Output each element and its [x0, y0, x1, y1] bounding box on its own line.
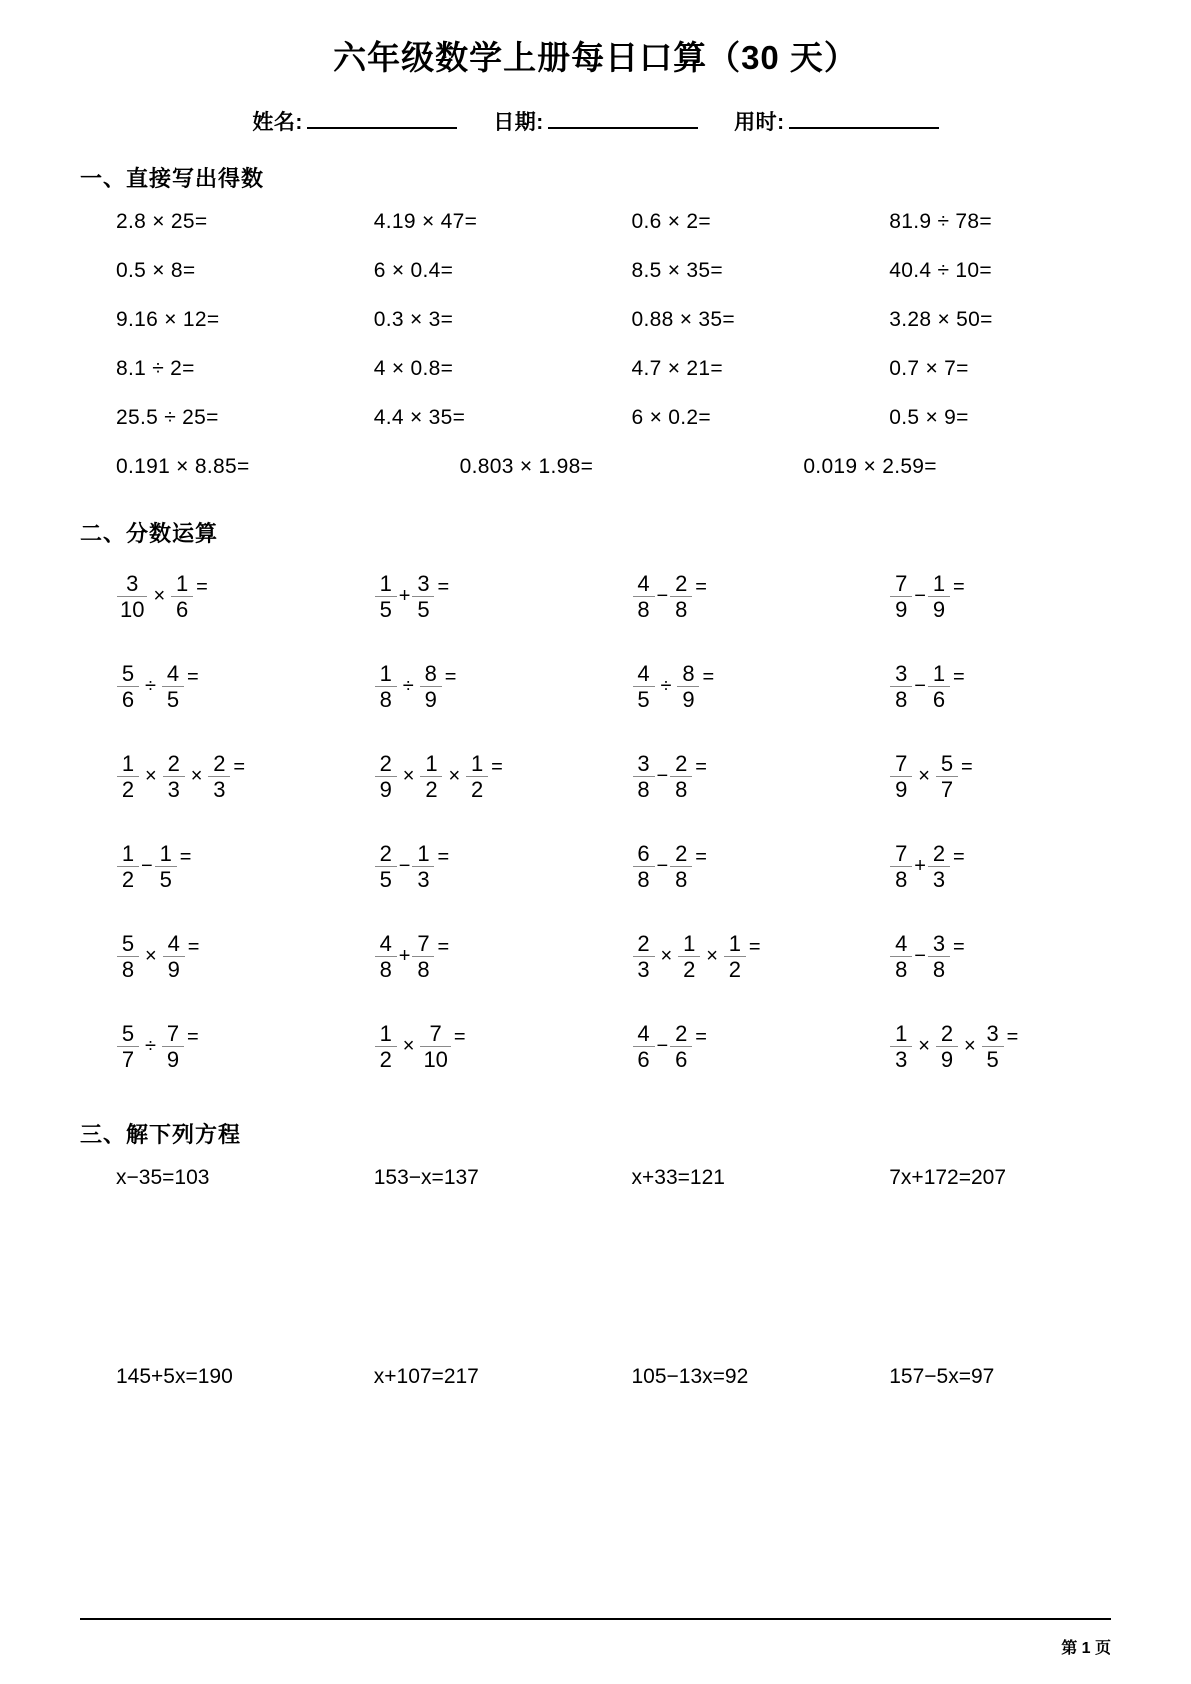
fraction-denominator: 8	[895, 957, 908, 983]
operator-symbol: −	[914, 945, 926, 968]
problem-item: 0.88 × 35=	[631, 307, 735, 331]
problem-item: 4.7 × 21=	[631, 356, 723, 380]
fraction-denominator: 8	[675, 777, 688, 803]
problem-item: 4 × 0.8=	[373, 356, 454, 380]
fraction-denominator: 8	[675, 597, 688, 623]
fraction-numerator: 4	[637, 571, 650, 596]
fraction-numerator: 4	[637, 661, 650, 686]
operator-symbol: ×	[706, 945, 718, 968]
fraction-problem-item	[853, 742, 1111, 812]
fraction-numerator: 4	[166, 661, 180, 686]
fraction	[670, 572, 692, 621]
fraction	[677, 662, 699, 711]
fraction-denominator: 9	[167, 957, 180, 983]
fraction-numerator: 2	[213, 751, 226, 776]
fraction-problem-item	[338, 562, 596, 632]
equals-symbol: =	[952, 575, 965, 598]
fraction-numerator: 3	[895, 661, 908, 686]
fraction	[678, 932, 700, 981]
problem-item: 0.803 × 1.98=	[459, 454, 594, 478]
fraction	[420, 1022, 450, 1071]
fraction-denominator: 7	[940, 777, 954, 803]
name-input-blank[interactable]	[307, 110, 457, 129]
problem-item: 40.4 ÷ 10=	[889, 258, 992, 282]
fraction-denominator: 2	[121, 777, 135, 803]
fraction-numerator: 5	[940, 751, 954, 776]
fraction-numerator: 1	[932, 571, 946, 596]
fraction	[982, 1022, 1004, 1071]
fraction-problem-row	[80, 642, 1111, 732]
operator-symbol: ×	[145, 765, 157, 788]
fraction-denominator: 7	[121, 1047, 135, 1073]
fraction-problem-item	[853, 562, 1111, 632]
fraction-denominator: 8	[637, 867, 650, 893]
fraction-numerator: 3	[417, 571, 430, 596]
fraction	[928, 932, 950, 981]
fraction-numerator: 1	[728, 931, 741, 956]
fraction-problem-row	[80, 912, 1111, 1002]
operator-symbol: +	[398, 585, 411, 608]
fraction-problem-item	[596, 742, 854, 812]
equals-symbol: =	[444, 665, 457, 688]
fraction-problem-item	[853, 832, 1111, 902]
equals-symbol: =	[952, 845, 965, 868]
problem-item: 0.5 × 9=	[889, 405, 969, 429]
equals-symbol: =	[437, 935, 450, 958]
fraction-denominator: 8	[932, 957, 946, 983]
fraction-denominator: 2	[728, 957, 741, 983]
fraction	[162, 1022, 184, 1071]
fraction-problem-item	[596, 922, 854, 992]
fraction-denominator: 8	[379, 687, 392, 713]
fraction-denominator: 9	[379, 777, 392, 803]
fraction-numerator: 3	[637, 751, 650, 776]
fraction-problem-item	[596, 1012, 854, 1082]
fraction	[670, 842, 692, 891]
equals-symbol: =	[702, 665, 715, 688]
operator-symbol: ÷	[145, 675, 156, 698]
fraction-denominator: 2	[379, 1047, 392, 1073]
fraction	[162, 662, 184, 711]
fraction-denominator: 5	[637, 687, 650, 713]
fraction-numerator: 1	[379, 571, 392, 596]
fraction-problem-item	[80, 562, 338, 632]
section-1-problem-grid	[80, 197, 1111, 442]
equals-symbol: =	[186, 665, 199, 688]
problem-item: 2.8 × 25=	[116, 209, 208, 233]
fraction	[936, 752, 958, 801]
equals-symbol: =	[179, 845, 192, 868]
operator-symbol: ×	[402, 765, 415, 788]
equation-item: 105−13x=92	[631, 1364, 749, 1388]
problem-item: 4.4 × 35=	[373, 405, 466, 429]
fraction-numerator: 3	[126, 571, 139, 596]
operator-symbol: ×	[402, 1035, 415, 1058]
operator-symbol: −	[398, 855, 411, 878]
fraction-numerator: 2	[167, 751, 180, 776]
fraction-numerator: 1	[121, 841, 135, 866]
operator-symbol: −	[656, 1035, 669, 1058]
time-field-group	[734, 106, 939, 136]
fraction	[724, 932, 746, 981]
section-1-heading: 一、直接写出得数	[80, 165, 265, 191]
fraction-denominator: 9	[424, 687, 437, 713]
fraction-numerator: 1	[121, 751, 135, 776]
fraction-problem-item	[596, 652, 854, 722]
equals-symbol: =	[952, 665, 965, 688]
fraction-numerator: 4	[379, 931, 392, 956]
fraction	[633, 842, 655, 891]
fraction-numerator: 4	[167, 931, 180, 956]
fraction-denominator: 6	[121, 687, 135, 713]
fraction-problem-row	[80, 552, 1111, 642]
fraction	[670, 1022, 692, 1071]
fraction	[890, 932, 912, 981]
fraction-denominator: 5	[986, 1047, 999, 1073]
problem-item: 25.5 ÷ 25=	[116, 405, 219, 429]
problem-item: 0.191 × 8.85=	[116, 454, 250, 478]
equation-item: x+107=217	[373, 1364, 479, 1388]
problem-item: 0.3 × 3=	[373, 307, 454, 331]
operator-symbol: ×	[918, 1035, 930, 1058]
operator-symbol: −	[656, 765, 669, 788]
fraction-denominator: 9	[895, 597, 908, 623]
fraction	[928, 662, 950, 711]
fraction-numerator: 1	[176, 571, 189, 596]
date-input-blank[interactable]	[548, 110, 698, 129]
date-label: 日期:	[493, 110, 544, 134]
fraction-numerator: 2	[379, 751, 392, 776]
fraction-numerator: 7	[895, 571, 908, 596]
fraction-problem-item	[338, 922, 596, 992]
fraction-denominator: 3	[167, 777, 180, 803]
operator-symbol: −	[656, 855, 669, 878]
problem-item: 0.7 × 7=	[889, 356, 969, 380]
equation-item: x+33=121	[631, 1165, 725, 1189]
fraction-numerator: 5	[121, 661, 135, 686]
fraction	[117, 842, 139, 891]
problem-item: 8.1 ÷ 2=	[116, 356, 195, 380]
name-field-group	[252, 106, 457, 136]
fraction	[163, 752, 185, 801]
fraction-denominator: 3	[895, 1047, 908, 1073]
fraction	[375, 572, 397, 621]
operator-symbol: +	[914, 855, 926, 878]
fraction-numerator: 1	[159, 841, 172, 866]
fraction	[117, 752, 139, 801]
fraction	[890, 752, 912, 801]
fraction-denominator: 9	[682, 687, 695, 713]
equation-item: 157−5x=97	[889, 1364, 995, 1388]
fraction-denominator: 8	[675, 867, 688, 893]
fraction-denominator: 2	[471, 777, 484, 803]
fraction-numerator: 1	[425, 751, 438, 776]
fraction-numerator: 2	[637, 931, 650, 956]
fraction-denominator: 5	[379, 597, 392, 623]
operator-symbol: −	[914, 585, 926, 608]
section-2-heading: 二、分数运算	[80, 520, 219, 546]
equals-symbol: =	[695, 575, 707, 598]
fraction	[633, 752, 655, 801]
equals-symbol: =	[960, 755, 973, 778]
fraction-denominator: 3	[932, 867, 946, 893]
fraction-numerator: 8	[682, 661, 695, 686]
name-label: 姓名:	[252, 110, 303, 134]
operator-symbol: ×	[145, 945, 157, 968]
page-number: 第 1 页	[1061, 1640, 1111, 1657]
equation-item: 145+5x=190	[116, 1364, 233, 1388]
fraction-problem-item	[596, 562, 854, 632]
fraction	[171, 572, 193, 621]
section-1-last-row	[80, 442, 1111, 491]
fraction	[375, 662, 397, 711]
fraction-problem-row	[80, 732, 1111, 822]
fraction-numerator: 5	[121, 931, 135, 956]
fraction	[375, 932, 397, 981]
fraction	[890, 662, 912, 711]
fraction-denominator: 2	[121, 867, 135, 893]
equals-symbol: =	[437, 575, 450, 598]
fraction-problem-item	[80, 922, 338, 992]
fraction-denominator: 9	[895, 777, 908, 803]
fraction-problem-item	[80, 1012, 338, 1082]
fraction	[936, 1022, 958, 1071]
fraction	[117, 1022, 139, 1071]
fraction	[633, 932, 655, 981]
fraction-problem-item	[596, 832, 854, 902]
fraction-numerator: 1	[895, 1021, 908, 1046]
fraction-problem-item	[80, 742, 338, 812]
equals-symbol: =	[186, 1025, 199, 1048]
operator-symbol: ×	[153, 585, 166, 608]
fraction-problem-item	[338, 1012, 596, 1082]
fraction	[163, 932, 185, 981]
time-input-blank[interactable]	[789, 110, 939, 129]
equals-symbol: =	[196, 575, 208, 598]
fraction-denominator: 8	[895, 687, 908, 713]
fraction-problem-item	[853, 652, 1111, 722]
fraction-numerator: 1	[683, 931, 696, 956]
fraction-numerator: 2	[940, 1021, 954, 1046]
fraction	[890, 1022, 912, 1071]
equals-symbol: =	[695, 755, 707, 778]
fraction	[420, 662, 442, 711]
problem-item: 3.28 × 50=	[889, 307, 993, 331]
equals-symbol: =	[453, 1025, 466, 1048]
fraction	[208, 752, 230, 801]
fraction	[155, 842, 177, 891]
fraction-numerator: 3	[932, 931, 946, 956]
fraction	[117, 662, 139, 711]
equals-symbol: =	[1006, 1025, 1019, 1048]
problem-item: 81.9 ÷ 78=	[889, 209, 992, 233]
fraction-denominator: 8	[637, 777, 650, 803]
equation-item: 153−x=137	[373, 1165, 479, 1189]
problem-item: 4.19 × 47=	[373, 209, 478, 233]
operator-symbol: ×	[918, 765, 930, 788]
fraction-numerator: 2	[675, 571, 688, 596]
fraction-problem-item	[338, 742, 596, 812]
fraction-numerator: 1	[379, 1021, 392, 1046]
operator-symbol: ÷	[145, 1035, 156, 1058]
operator-symbol: ÷	[402, 675, 414, 698]
equals-symbol: =	[695, 1025, 707, 1048]
fraction-denominator: 8	[417, 957, 430, 983]
operator-symbol: −	[914, 675, 926, 698]
fraction-problem-item	[80, 832, 338, 902]
equation-item: 7x+172=207	[889, 1165, 1007, 1189]
fraction-numerator: 2	[379, 841, 392, 866]
fraction	[117, 932, 139, 981]
fraction-denominator: 10	[120, 597, 145, 623]
fraction-denominator: 9	[940, 1047, 954, 1073]
problem-item: 9.16 × 12=	[116, 307, 220, 331]
equals-symbol: =	[491, 755, 503, 778]
fraction-denominator: 2	[683, 957, 696, 983]
fraction-numerator: 5	[121, 1021, 135, 1046]
fraction-denominator: 6	[176, 597, 189, 623]
date-field-group	[493, 106, 698, 136]
problem-item: 0.6 × 2=	[631, 209, 711, 233]
fraction	[633, 662, 655, 711]
fraction-problem-row	[80, 1002, 1111, 1092]
fraction-numerator: 3	[986, 1021, 999, 1046]
operator-symbol: ×	[963, 1035, 976, 1058]
fraction-problem-item	[853, 922, 1111, 992]
fraction-numerator: 7	[417, 931, 430, 956]
section-3-heading: 三、解下列方程	[80, 1121, 242, 1147]
fraction-denominator: 6	[675, 1047, 688, 1073]
equals-symbol: =	[695, 845, 707, 868]
fraction-denominator: 8	[637, 597, 650, 623]
fraction-numerator: 2	[675, 841, 688, 866]
fraction-numerator: 2	[932, 841, 946, 866]
fraction	[928, 842, 950, 891]
fraction-numerator: 1	[379, 661, 392, 686]
section-3-row-1	[80, 1153, 1111, 1202]
fraction-problem-item	[338, 832, 596, 902]
time-label: 用时:	[734, 110, 785, 134]
equals-symbol: =	[748, 935, 761, 958]
page-title: 六年级数学上册每日口算（30 天）	[333, 39, 858, 76]
fraction-denominator: 5	[379, 867, 392, 893]
fraction	[928, 572, 950, 621]
problem-item: 6 × 0.4=	[373, 258, 454, 282]
fraction-denominator: 5	[159, 867, 172, 893]
fraction-denominator: 5	[417, 597, 430, 623]
problem-item: 6 × 0.2=	[631, 405, 711, 429]
problem-item: 8.5 × 35=	[631, 258, 723, 282]
fraction-problem-row	[80, 822, 1111, 912]
fraction	[633, 1022, 655, 1071]
equation-item: x−35=103	[116, 1165, 210, 1189]
fraction-numerator: 2	[675, 751, 688, 776]
fraction-numerator: 8	[424, 661, 437, 686]
operator-symbol: ×	[660, 945, 673, 968]
fraction-problem-item	[853, 1012, 1111, 1082]
fraction	[890, 572, 912, 621]
fraction	[412, 932, 434, 981]
fraction-denominator: 6	[932, 687, 946, 713]
fraction-numerator: 7	[895, 841, 908, 866]
operator-symbol: +	[398, 945, 411, 968]
problem-item: 0.5 × 8=	[116, 258, 196, 282]
operator-symbol: ×	[190, 765, 203, 788]
fraction-denominator: 10	[423, 1047, 448, 1073]
fraction-denominator: 8	[121, 957, 135, 983]
fraction-numerator: 7	[429, 1021, 442, 1046]
fraction	[420, 752, 442, 801]
fraction-numerator: 7	[166, 1021, 180, 1046]
fraction	[633, 572, 655, 621]
fraction-numerator: 4	[895, 931, 908, 956]
fraction	[375, 752, 397, 801]
fraction-numerator: 1	[471, 751, 484, 776]
fraction-numerator: 2	[675, 1021, 688, 1046]
fraction-numerator: 1	[932, 661, 946, 686]
fraction-denominator: 9	[166, 1047, 180, 1073]
equals-symbol: =	[952, 935, 965, 958]
fraction-denominator: 9	[932, 597, 946, 623]
student-info-row	[80, 106, 1111, 136]
operator-symbol: ×	[448, 765, 461, 788]
section-2-problem-grid	[80, 552, 1111, 1092]
operator-symbol: ÷	[660, 675, 672, 698]
fraction-numerator: 6	[637, 841, 650, 866]
fraction	[375, 842, 397, 891]
operator-symbol: −	[656, 585, 669, 608]
fraction	[670, 752, 692, 801]
fraction	[375, 1022, 397, 1071]
fraction	[890, 842, 912, 891]
problem-item: 0.019 × 2.59=	[803, 454, 937, 478]
fraction-denominator: 3	[213, 777, 226, 803]
work-space-area	[80, 1202, 1111, 1352]
fraction	[117, 572, 147, 621]
fraction-denominator: 8	[379, 957, 392, 983]
fraction-problem-item	[80, 652, 338, 722]
equals-symbol: =	[437, 845, 450, 868]
footer-divider	[80, 1618, 1111, 1620]
equals-symbol: =	[187, 935, 200, 958]
fraction-denominator: 2	[425, 777, 438, 803]
section-3-row-2	[80, 1352, 1111, 1401]
fraction	[412, 842, 434, 891]
fraction-denominator: 3	[637, 957, 650, 983]
fraction-numerator: 4	[637, 1021, 650, 1046]
equals-symbol: =	[233, 755, 246, 778]
fraction	[466, 752, 488, 801]
fraction-denominator: 8	[895, 867, 908, 893]
fraction	[412, 572, 434, 621]
fraction-denominator: 3	[417, 867, 430, 893]
fraction-numerator: 7	[895, 751, 908, 776]
fraction-denominator: 5	[166, 687, 180, 713]
fraction-problem-item	[338, 652, 596, 722]
fraction-numerator: 1	[417, 841, 430, 866]
operator-symbol: −	[141, 855, 153, 878]
fraction-denominator: 6	[637, 1047, 650, 1073]
